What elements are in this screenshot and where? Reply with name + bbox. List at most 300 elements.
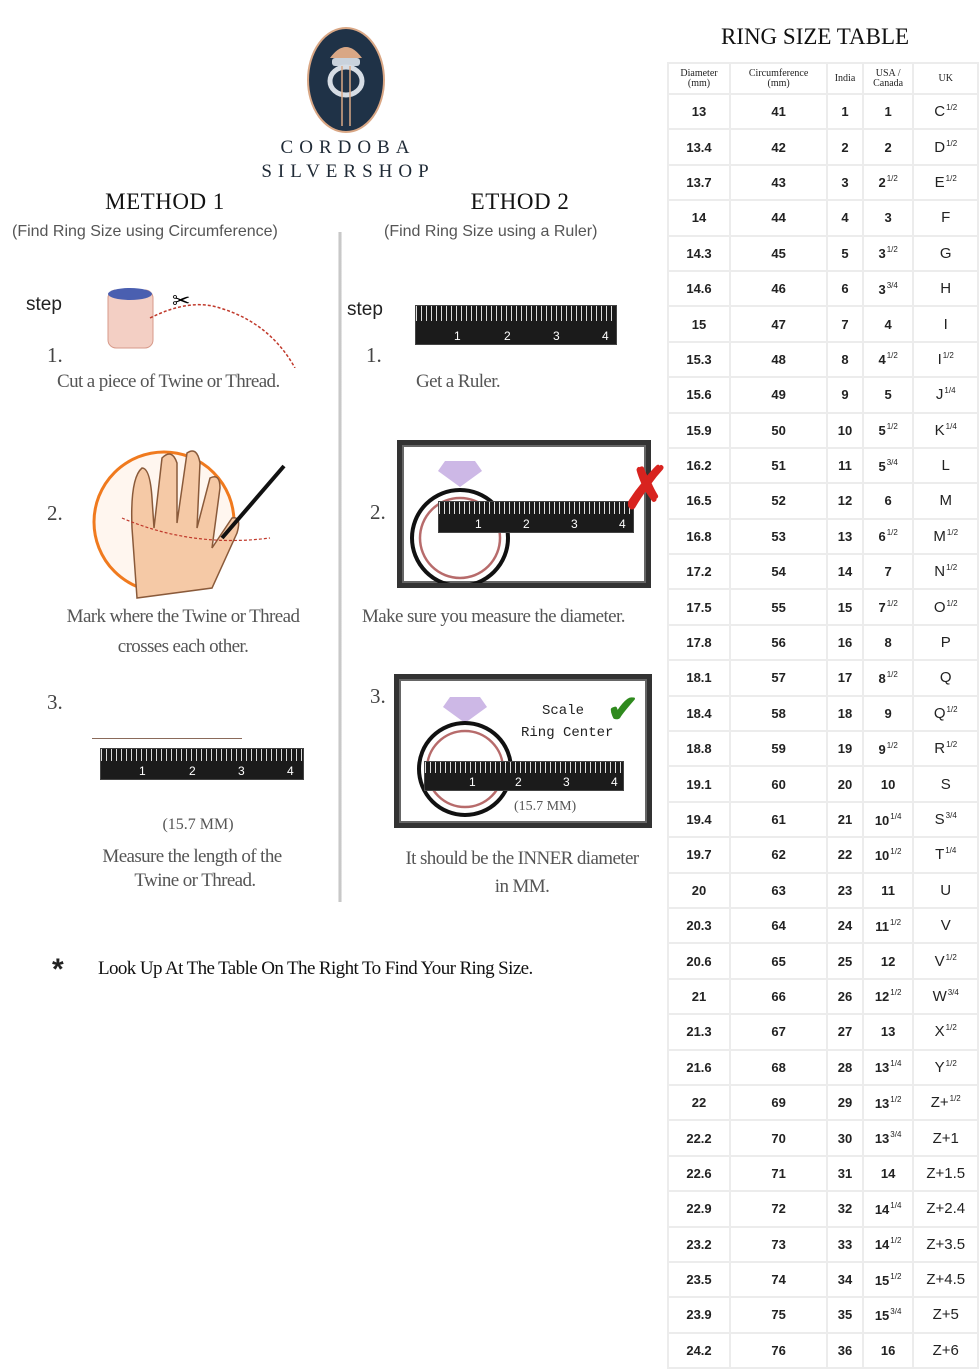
table-row (668, 731, 978, 766)
cell-usa-canada (863, 589, 914, 624)
cell-value: 15 (874, 1307, 890, 1323)
cell-value: X (934, 1023, 945, 1041)
cell-usa-canada (863, 802, 914, 837)
cell-india: 20 (827, 766, 863, 801)
cell-uk (913, 1297, 978, 1332)
cell-india: 31 (827, 1156, 863, 1191)
cell-india: 10 (827, 413, 863, 448)
cell-value: 4 (878, 352, 886, 368)
cell-circumference: 48 (730, 342, 827, 377)
cell-usa-canada (863, 837, 914, 872)
cell-uk (913, 1262, 978, 1297)
cell-fraction: 1/2 (946, 598, 958, 608)
cell-usa-canada (863, 731, 914, 766)
cell-value: 5 (878, 458, 886, 474)
cell-value: L (941, 457, 950, 475)
cell-fraction: 1/4 (944, 386, 956, 396)
table-row (668, 1297, 978, 1332)
cell-value: Z+6 (932, 1341, 959, 1359)
cell-diameter: 18.4 (668, 696, 730, 731)
cell-uk (913, 448, 978, 483)
cell-value: S (934, 811, 945, 828)
table-row (668, 554, 978, 589)
cell-circumference: 60 (730, 766, 827, 801)
cell-value: 15 (874, 1272, 890, 1288)
cell-value: 10 (874, 847, 890, 863)
cell-value: T (935, 846, 945, 864)
header-text: (mm) (687, 77, 711, 89)
cell-value: Y (934, 1058, 945, 1076)
cell-circumference: 56 (730, 625, 827, 660)
header-india (827, 63, 863, 94)
method1-step2-caption-line1: Mark where the Twine or Thread (66, 606, 300, 627)
method1-measure-value: (15.7 MM) (162, 816, 234, 833)
cell-usa-canada (863, 1333, 914, 1368)
table-row (668, 943, 978, 978)
cell-circumference: 76 (730, 1333, 827, 1368)
cell-fraction: 3/4 (886, 457, 898, 467)
cell-india: 9 (827, 377, 863, 412)
cell-diameter: 15.9 (668, 413, 730, 448)
table-row (668, 129, 978, 164)
table-row (668, 483, 978, 518)
cell-diameter: 13.4 (668, 129, 730, 164)
cell-fraction: 1/4 (890, 1200, 902, 1210)
cell-value: Z+5 (932, 1306, 959, 1324)
cell-diameter: 19.4 (668, 802, 730, 837)
cell-usa-canada (863, 342, 914, 377)
cell-uk (913, 519, 978, 554)
cell-fraction: 1/2 (946, 563, 958, 573)
cell-diameter: 20.3 (668, 908, 730, 943)
method2-step3-caption-line2: in MM. (494, 876, 550, 897)
table-row (668, 908, 978, 943)
table-row (668, 448, 978, 483)
cell-circumference: 43 (730, 165, 827, 200)
method2-step2-caption: Make sure you measure the diameter. (362, 606, 625, 627)
table-row (668, 1333, 978, 1368)
cell-fraction: 1/2 (889, 917, 902, 927)
cell-india: 33 (827, 1227, 863, 1262)
cell-usa-canada (863, 1227, 914, 1262)
cell-value: M (933, 527, 946, 545)
ruler-label: 3 (571, 517, 578, 531)
cell-uk (913, 200, 978, 235)
table-row (668, 1191, 978, 1226)
cell-india: 22 (827, 837, 863, 872)
cell-diameter: 22.9 (668, 1191, 730, 1226)
table-row (668, 94, 978, 129)
cell-value: 8 (884, 635, 892, 651)
cell-circumference: 46 (730, 271, 827, 306)
cell-uk (913, 1156, 978, 1191)
cell-circumference: 71 (730, 1156, 827, 1191)
cell-india: 18 (827, 696, 863, 731)
cell-fraction: 3/4 (945, 811, 957, 820)
cell-value: Z+3.5 (926, 1235, 966, 1253)
cell-diameter: 15.6 (668, 377, 730, 412)
cell-uk (913, 306, 978, 341)
check-icon: ✔ (607, 689, 639, 731)
cell-fraction: 1/2 (886, 599, 898, 609)
ruler-label: 2 (515, 775, 522, 789)
ruler-label: 1 (469, 775, 476, 789)
cell-uk (913, 129, 978, 164)
table-row (668, 1227, 978, 1262)
cell-india: 25 (827, 943, 863, 978)
cell-circumference: 55 (730, 589, 827, 624)
cell-diameter: 17.2 (668, 554, 730, 589)
ruler-label: 4 (619, 517, 626, 531)
cell-diameter: 23.2 (668, 1227, 730, 1262)
cell-circumference: 44 (730, 200, 827, 235)
method1-step-label: step (26, 294, 62, 315)
cell-circumference: 54 (730, 554, 827, 589)
cell-uk (913, 908, 978, 943)
cell-value: 5 (884, 387, 892, 403)
cell-circumference: 66 (730, 979, 827, 1014)
cell-diameter: 18.1 (668, 660, 730, 695)
cell-fraction: 1/2 (946, 527, 959, 537)
cell-fraction: 1/2 (886, 351, 898, 361)
header-text: Canada (873, 77, 904, 89)
cell-uk (913, 979, 978, 1014)
table-row (668, 625, 978, 660)
cell-diameter: 13.7 (668, 165, 730, 200)
cell-value: 3 (878, 246, 886, 262)
cell-uk (913, 271, 978, 306)
cell-value: 6 (878, 529, 886, 545)
cell-circumference: 61 (730, 802, 827, 837)
cell-fraction: 1/2 (890, 846, 902, 856)
cell-value: F (941, 209, 951, 227)
cell-uk (913, 943, 978, 978)
table-row (668, 660, 978, 695)
cell-value: 2 (884, 139, 892, 155)
table-row (668, 696, 978, 731)
cell-fraction: 1/2 (886, 669, 898, 679)
cell-india: 32 (827, 1191, 863, 1226)
cell-india: 24 (827, 908, 863, 943)
hand-measure-icon (92, 438, 302, 603)
cell-fraction: 3/4 (947, 987, 959, 997)
cell-value: 5 (878, 423, 886, 439)
cell-circumference: 67 (730, 1014, 827, 1049)
cell-fraction: 1/4 (945, 846, 957, 856)
cell-value: 3 (884, 210, 892, 226)
method2-subtitle: (Find Ring Size using a Ruler) (384, 223, 598, 240)
cell-usa-canada (863, 236, 914, 271)
cell-value: V (934, 952, 945, 970)
cell-value: 11 (875, 918, 889, 934)
cell-uk (913, 589, 978, 624)
cell-fraction: 1/4 (890, 1059, 902, 1069)
cell-india: 26 (827, 979, 863, 1014)
cell-value: G (939, 244, 952, 262)
cell-diameter: 17.8 (668, 625, 730, 660)
section-divider (338, 232, 342, 902)
cell-value: R (934, 740, 946, 758)
ruler-label: 1 (454, 329, 461, 343)
cell-circumference: 59 (730, 731, 827, 766)
cell-uk (913, 625, 978, 660)
table-row (668, 837, 978, 872)
cell-fraction: 1/2 (886, 245, 898, 255)
brand-name-line1: CORDOBA (280, 137, 416, 158)
cell-value: Q (933, 704, 946, 722)
table-row (668, 306, 978, 341)
cell-value: 14 (880, 1165, 896, 1181)
cell-diameter: 15 (668, 306, 730, 341)
method1-subtitle: (Find Ring Size using Circumference) (12, 223, 278, 240)
table-row (668, 1120, 978, 1155)
cell-fraction: 1/2 (942, 350, 954, 360)
cell-value: C (934, 103, 946, 121)
cell-circumference: 69 (730, 1085, 827, 1120)
cell-circumference: 63 (730, 873, 827, 908)
cell-india: 30 (827, 1120, 863, 1155)
cell-usa-canada (863, 625, 914, 660)
cell-usa-canada (863, 766, 914, 801)
cell-uk (913, 1050, 978, 1085)
method2-step2-number: 2. (370, 500, 386, 524)
twine-line (92, 738, 242, 739)
cell-circumference: 58 (730, 696, 827, 731)
cell-uk (913, 1014, 978, 1049)
method1-step3-number: 3. (47, 690, 63, 714)
header-diameter (668, 63, 730, 94)
cell-value: 13 (874, 1095, 890, 1111)
thread-spool-icon (100, 278, 305, 368)
method2-step1-number: 1. (366, 343, 382, 367)
cell-diameter: 19.7 (668, 837, 730, 872)
cell-circumference: 62 (730, 837, 827, 872)
cell-usa-canada (863, 271, 914, 306)
cell-usa-canada (863, 413, 914, 448)
cell-fraction: 1/4 (945, 421, 957, 431)
cell-value: E (934, 173, 945, 191)
table-row (668, 377, 978, 412)
cell-fraction: 1/2 (945, 1023, 957, 1033)
cell-fraction: 1/2 (890, 1236, 902, 1246)
cell-uk (913, 1191, 978, 1226)
cell-fraction: 1/2 (946, 103, 958, 113)
cell-circumference: 47 (730, 306, 827, 341)
method2-step3-caption-line1: It should be the INNER diameter (405, 848, 639, 869)
cell-value: Z+4.5 (926, 1271, 966, 1289)
cell-diameter: 20.6 (668, 943, 730, 978)
header-text: Circumference (748, 67, 809, 79)
cell-fraction: 1/2 (945, 173, 957, 183)
cell-uk (913, 236, 978, 271)
cell-value: 11 (881, 882, 895, 898)
cell-fraction: 1/2 (945, 952, 957, 962)
table-row (668, 1085, 978, 1120)
cell-india: 17 (827, 660, 863, 695)
cell-diameter: 21.6 (668, 1050, 730, 1085)
header-text: Diameter (680, 67, 718, 79)
cell-uk (913, 1227, 978, 1262)
ruler-label: 4 (611, 775, 618, 789)
cell-fraction: 1/2 (890, 988, 902, 998)
cell-fraction: 1/2 (946, 138, 958, 148)
header-usa-canada (863, 63, 914, 94)
cell-diameter: 17.5 (668, 589, 730, 624)
table-row (668, 519, 978, 554)
cell-uk (913, 483, 978, 518)
ruler-label: 3 (563, 775, 570, 789)
cell-usa-canada (863, 306, 914, 341)
cell-circumference: 65 (730, 943, 827, 978)
cell-value: 13 (874, 1131, 890, 1147)
brand-logo (306, 26, 386, 134)
brand-name-line2: SILVERSHOP (261, 161, 435, 182)
cell-diameter: 22 (668, 1085, 730, 1120)
cell-fraction: 3/4 (890, 1306, 902, 1316)
cell-value: 7 (878, 600, 886, 616)
header-text: India (834, 72, 856, 84)
cell-diameter: 20 (668, 873, 730, 908)
cell-value: S (940, 775, 951, 793)
cell-circumference: 72 (730, 1191, 827, 1226)
cell-fraction: 1/2 (886, 740, 898, 750)
ruler-method2-step2 (438, 501, 634, 533)
cell-uk (913, 873, 978, 908)
method1-step2-number: 2. (47, 501, 63, 525)
cell-value: 13 (880, 1024, 896, 1040)
cell-value: 9 (878, 741, 886, 757)
cell-value: Z+2.4 (926, 1200, 966, 1218)
cell-diameter: 14 (668, 200, 730, 235)
cell-value: N (934, 563, 946, 581)
cell-uk (913, 342, 978, 377)
cell-diameter: 23.5 (668, 1262, 730, 1297)
cell-circumference: 70 (730, 1120, 827, 1155)
cell-fraction: 1/2 (886, 174, 898, 184)
cell-india: 8 (827, 342, 863, 377)
cell-circumference: 74 (730, 1262, 827, 1297)
cell-usa-canada (863, 1050, 914, 1085)
cell-usa-canada (863, 1085, 914, 1120)
cell-diameter: 23.9 (668, 1297, 730, 1332)
cell-circumference: 49 (730, 377, 827, 412)
cell-value: V (940, 917, 951, 935)
cell-value: K (934, 421, 945, 439)
cell-circumference: 45 (730, 236, 827, 271)
ring-size-table (667, 62, 979, 1369)
cell-value: P (940, 634, 951, 652)
cell-fraction: 1/2 (890, 1271, 902, 1281)
method1-step2-caption-line2: crosses each other. (117, 636, 249, 657)
cell-india: 2 (827, 129, 863, 164)
cell-india: 21 (827, 802, 863, 837)
cell-diameter: 19.1 (668, 766, 730, 801)
ruler-label: 3 (238, 764, 245, 778)
cell-fraction: 1/2 (886, 422, 898, 432)
cell-circumference: 64 (730, 908, 827, 943)
cell-fraction: 3/4 (890, 1130, 902, 1140)
cell-circumference: 68 (730, 1050, 827, 1085)
cell-value: 16 (880, 1342, 896, 1358)
table-row (668, 589, 978, 624)
cell-india: 12 (827, 483, 863, 518)
cell-diameter: 21 (668, 979, 730, 1014)
cell-uk (913, 1085, 978, 1120)
method2-measure-value: (15.7 MM) (514, 799, 577, 814)
cell-india: 16 (827, 625, 863, 660)
cell-fraction: 1/2 (946, 704, 958, 714)
footnote-text: Look Up At The Table On The Right To Find Your Ring Size. (98, 958, 533, 979)
cell-india: 1 (827, 94, 863, 129)
method1-step1-caption: Cut a piece of Twine or Thread. (57, 371, 280, 392)
cell-diameter: 14.6 (668, 271, 730, 306)
cell-circumference: 57 (730, 660, 827, 695)
cell-india: 34 (827, 1262, 863, 1297)
header-circumference (730, 63, 827, 94)
cell-india: 23 (827, 873, 863, 908)
cell-diameter: 24.2 (668, 1333, 730, 1368)
cell-diameter: 16.2 (668, 448, 730, 483)
cell-india: 35 (827, 1297, 863, 1332)
cell-usa-canada (863, 554, 914, 589)
cell-value: Z+1.5 (926, 1164, 966, 1182)
cell-india: 19 (827, 731, 863, 766)
ruler-label: 1 (475, 517, 482, 531)
cell-circumference: 41 (730, 94, 827, 129)
cell-value: H (940, 280, 952, 298)
method2-step-label: step (347, 299, 383, 320)
table-row (668, 1050, 978, 1085)
cell-value: 2 (878, 175, 886, 191)
method2-step1-caption: Get a Ruler. (416, 371, 501, 392)
method1-step3-caption-line1: Measure the length of the (102, 846, 282, 867)
cell-uk (913, 1120, 978, 1155)
cell-fraction: 1/2 (949, 1094, 961, 1104)
cell-value: W (932, 987, 947, 1005)
header-text: USA / (875, 67, 901, 79)
table-row (668, 1262, 978, 1297)
cell-diameter: 14.3 (668, 236, 730, 271)
cell-usa-canada (863, 519, 914, 554)
cell-value: I (943, 315, 948, 333)
cell-diameter: 18.8 (668, 731, 730, 766)
cell-fraction: 3/4 (886, 280, 898, 290)
cell-value: J (935, 386, 944, 404)
table-row (668, 236, 978, 271)
cell-india: 15 (827, 589, 863, 624)
cell-value: 9 (884, 705, 892, 721)
cell-india: 27 (827, 1014, 863, 1049)
table-row (668, 802, 978, 837)
cell-india: 29 (827, 1085, 863, 1120)
method1-title: METHOD 1 (105, 189, 225, 214)
cell-india: 7 (827, 306, 863, 341)
cell-circumference: 52 (730, 483, 827, 518)
method2-title: ETHOD 2 (470, 189, 570, 214)
ruler-label: 4 (287, 764, 294, 778)
cell-uk (913, 802, 978, 837)
cell-uk (913, 413, 978, 448)
cell-fraction: 1/4 (890, 811, 902, 821)
cell-india: 28 (827, 1050, 863, 1085)
cell-value: 1 (884, 104, 892, 120)
cell-india: 4 (827, 200, 863, 235)
method1-step1-number: 1. (47, 343, 63, 367)
cell-diameter: 16.8 (668, 519, 730, 554)
cell-circumference: 50 (730, 413, 827, 448)
table-row (668, 1014, 978, 1049)
cell-usa-canada (863, 377, 914, 412)
